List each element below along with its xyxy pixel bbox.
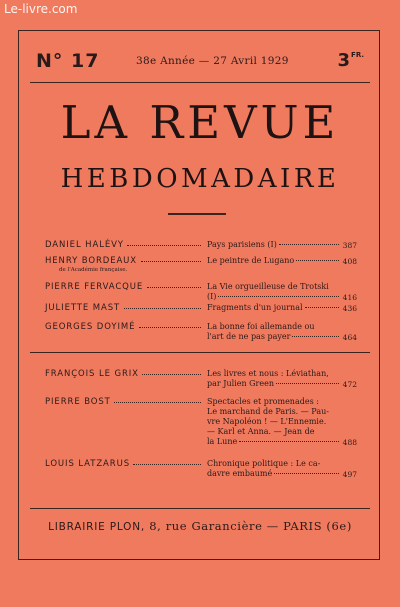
work-title-text: — Karl et Anna. — Jean de	[207, 427, 315, 436]
work-title-text: Pays parisiens (I)	[207, 240, 277, 249]
work-title	[207, 459, 357, 479]
work-title-text: par Julien Green	[207, 379, 274, 388]
author-name: DANIEL HALÉVY	[45, 240, 124, 250]
page-number: 408	[342, 257, 357, 266]
cover-header	[36, 50, 364, 76]
contents-entry	[45, 322, 357, 344]
magazine-title: LA REVUE	[60, 96, 340, 149]
work-leader-dots	[292, 336, 338, 337]
work-title-text: Chronique politique : Le ca-	[207, 459, 321, 468]
author-leader-dots	[147, 287, 201, 288]
issue-price	[338, 50, 365, 71]
page-number: 464	[342, 333, 357, 342]
work-leader-dots	[305, 307, 339, 308]
work-title-text: Le marchand de Paris. — Pau-	[207, 407, 329, 416]
publisher-line	[30, 519, 370, 533]
page-number: 436	[342, 304, 357, 313]
author-leader-dots	[124, 308, 201, 309]
work-title-text: La Vie orgueilleuse de Trotski	[207, 282, 329, 291]
page-number: 416	[342, 293, 357, 302]
author-name: LOUIS LATZARUS	[45, 459, 130, 469]
work-title-text: Fragments d'un journal	[207, 303, 303, 312]
work-title	[207, 303, 357, 313]
work-title-line	[207, 417, 357, 427]
contents-entry	[45, 459, 357, 481]
work-leader-dots	[218, 296, 338, 297]
author-name: HENRY BORDEAUX	[45, 256, 138, 266]
header-rule	[30, 82, 370, 83]
work-title	[207, 322, 357, 342]
work-title-line	[207, 459, 357, 469]
author-leader-dots	[114, 402, 201, 403]
price-value: 3	[337, 50, 351, 71]
author-leader-dots	[139, 327, 201, 328]
work-title	[207, 282, 357, 302]
contents-entry	[45, 303, 357, 315]
contents-entry	[45, 397, 357, 449]
work-title-line	[207, 437, 357, 447]
author-name: JULIETTE MAST	[45, 303, 121, 313]
work-title-text: davre embaumé	[207, 469, 273, 478]
work-leader-dots	[274, 473, 338, 474]
work-title-line	[207, 427, 357, 437]
author-name: PIERRE FERVACQUE	[45, 282, 144, 292]
author-leader-dots	[142, 374, 201, 375]
work-leader-dots	[276, 383, 339, 384]
price-unit: FR.	[351, 51, 364, 59]
work-title-text: Les livres et nous : Léviathan,	[207, 369, 329, 378]
contents-rule	[30, 352, 370, 353]
work-title-text: Spectacles et promenades :	[207, 397, 319, 406]
work-leader-dots	[239, 441, 338, 442]
contents-entry	[45, 369, 357, 391]
work-title-line	[207, 282, 357, 292]
author-leader-dots	[127, 245, 201, 246]
contents-entry	[45, 240, 357, 252]
work-title-text: l'art de ne pas payer	[207, 332, 291, 341]
author-leader-dots	[141, 261, 201, 262]
work-title-line	[207, 332, 357, 342]
work-title-line	[207, 256, 357, 266]
contents-entry	[45, 282, 357, 304]
publisher-address: 8, rue Garancière — PARIS (6e)	[149, 519, 352, 533]
title-rule	[168, 213, 226, 215]
issue-number: N° 17	[36, 50, 100, 72]
work-title-line	[207, 240, 357, 250]
watermark: Le-livre.com	[4, 2, 78, 16]
author-affiliation: de l'Académie française.	[59, 267, 128, 273]
page-number: 497	[342, 470, 357, 479]
work-title	[207, 256, 357, 266]
work-title	[207, 369, 357, 389]
author-name: GEORGES DOYIMÉ	[45, 322, 136, 332]
work-title-line	[207, 369, 357, 379]
magazine-subtitle: HEBDOMADAIRE	[60, 164, 340, 194]
publisher-name: LIBRAIRIE PLON,	[48, 521, 145, 533]
work-title-line	[207, 379, 357, 389]
page-number: 472	[342, 380, 357, 389]
work-title-line	[207, 397, 357, 407]
work-title-line	[207, 303, 357, 313]
work-title	[207, 240, 357, 250]
author-leader-dots	[133, 464, 201, 465]
work-title-line	[207, 407, 357, 417]
work-title-line	[207, 469, 357, 479]
work-title-text: Le peintre de Lugano	[207, 256, 295, 265]
work-title-line	[207, 292, 357, 302]
work-title-text: La bonne foi allemande ou	[207, 322, 315, 331]
author-name: PIERRE BOST	[45, 397, 111, 407]
page-number: 488	[342, 438, 357, 447]
contents-entry	[45, 256, 357, 273]
page-number: 387	[342, 241, 357, 250]
work-title-text: la Lune	[207, 437, 238, 446]
work-title-line	[207, 322, 357, 332]
work-title-text: vre Napoléon ! — L'Ennemie.	[207, 417, 327, 426]
issue-date: 38e Année — 27 Avril 1929	[136, 55, 289, 67]
footer-rule	[30, 508, 370, 509]
work-leader-dots	[279, 244, 339, 245]
work-title	[207, 397, 357, 447]
work-leader-dots	[296, 260, 338, 261]
work-title-text: (I)	[207, 292, 217, 301]
author-name: FRANÇOIS LE GRIX	[45, 369, 139, 379]
